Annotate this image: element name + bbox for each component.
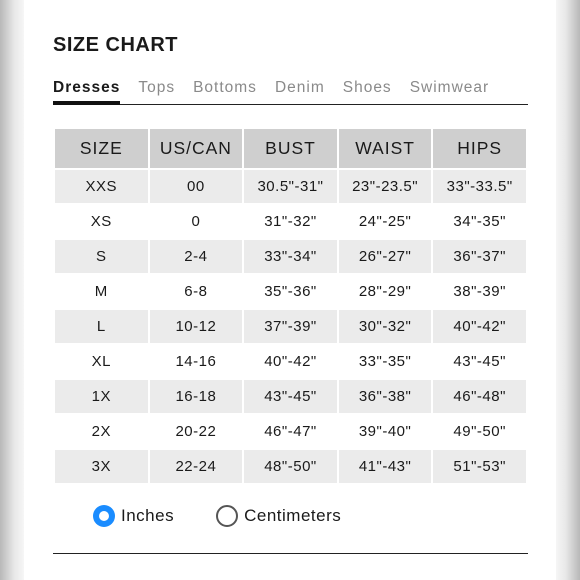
tab-denim[interactable]: Denim <box>274 79 325 96</box>
cell-waist: 39"-40" <box>358 423 412 440</box>
cell-hips: 40"-42" <box>433 310 526 343</box>
cell-us-can: 0 <box>191 213 201 230</box>
cell-waist: 30"-32" <box>339 310 432 343</box>
table-row <box>55 240 526 273</box>
cell-size: XXS <box>55 170 148 203</box>
cell-bust: 35"-36" <box>264 283 317 300</box>
unit-label-centimeters: Centimeters <box>244 506 342 525</box>
page-title: SIZE CHART <box>53 34 178 56</box>
size-table <box>53 127 528 485</box>
header-size: SIZE <box>55 129 148 168</box>
category-tabs <box>53 76 528 105</box>
cell-bust: 30.5"-31" <box>244 170 337 203</box>
table-row <box>55 450 526 483</box>
cell-hips: 46"-48" <box>433 380 526 413</box>
cell-size: XL <box>91 353 111 370</box>
cell-us-can: 14-16 <box>175 353 217 370</box>
table-row <box>55 205 526 238</box>
cell-size: S <box>55 240 148 273</box>
left-edge-shadow <box>0 0 24 580</box>
table-header-row <box>55 129 526 168</box>
right-edge-shadow <box>556 0 580 580</box>
cell-size: 1X <box>55 380 148 413</box>
cell-size: L <box>55 310 148 343</box>
cell-bust: 46"-47" <box>264 423 317 440</box>
table-row <box>55 275 526 308</box>
cell-bust: 48"-50" <box>244 450 337 483</box>
cell-us-can: 10-12 <box>150 310 243 343</box>
cell-size: 2X <box>91 423 111 440</box>
radio-checked-icon[interactable] <box>93 505 115 527</box>
cell-bust: 33"-34" <box>244 240 337 273</box>
header-waist: WAIST <box>339 129 432 168</box>
cell-us-can: 00 <box>150 170 243 203</box>
table-row <box>55 170 526 203</box>
cell-waist: 36"-38" <box>339 380 432 413</box>
cell-waist: 41"-43" <box>339 450 432 483</box>
table-row <box>55 310 526 343</box>
cell-us-can: 16-18 <box>150 380 243 413</box>
cell-size: 3X <box>55 450 148 483</box>
cell-hips: 43"-45" <box>453 353 506 370</box>
cell-hips: 36"-37" <box>433 240 526 273</box>
cell-us-can: 20-22 <box>175 423 217 440</box>
tab-bottoms[interactable]: Bottoms <box>193 79 257 96</box>
tab-tops[interactable]: Tops <box>138 79 176 96</box>
tab-dresses[interactable]: Dresses <box>53 76 120 100</box>
bottom-divider <box>53 553 528 554</box>
cell-waist: 28"-29" <box>358 283 412 300</box>
radio-unchecked-icon[interactable] <box>216 505 238 527</box>
cell-hips: 34"-35" <box>453 213 506 230</box>
cell-bust: 43"-45" <box>244 380 337 413</box>
cell-us-can: 6-8 <box>184 283 208 300</box>
cell-bust: 31"-32" <box>264 213 317 230</box>
header-us-can: US/CAN <box>150 129 243 168</box>
table-row <box>55 415 526 448</box>
cell-waist: 26"-27" <box>339 240 432 273</box>
tab-swimwear[interactable]: Swimwear <box>409 79 490 96</box>
cell-waist: 24"-25" <box>358 213 412 230</box>
cell-hips: 33"-33.5" <box>433 170 526 203</box>
cell-bust: 37"-39" <box>244 310 337 343</box>
cell-waist: 33"-35" <box>358 353 412 370</box>
header-bust: BUST <box>244 129 337 168</box>
cell-us-can: 2-4 <box>150 240 243 273</box>
unit-option-centimeters[interactable] <box>216 505 341 527</box>
table-row <box>55 345 526 378</box>
cell-bust: 40"-42" <box>264 353 317 370</box>
cell-size: M <box>94 283 108 300</box>
unit-label-inches: Inches <box>121 506 175 525</box>
cell-us-can: 22-24 <box>150 450 243 483</box>
table-row <box>55 380 526 413</box>
unit-selector <box>93 505 383 527</box>
unit-option-inches[interactable] <box>93 505 174 527</box>
cell-waist: 23"-23.5" <box>339 170 432 203</box>
cell-hips: 49"-50" <box>453 423 506 440</box>
cell-size: XS <box>90 213 112 230</box>
header-hips: HIPS <box>433 129 526 168</box>
tab-shoes[interactable]: Shoes <box>342 79 392 96</box>
cell-hips: 38"-39" <box>453 283 506 300</box>
cell-hips: 51"-53" <box>433 450 526 483</box>
